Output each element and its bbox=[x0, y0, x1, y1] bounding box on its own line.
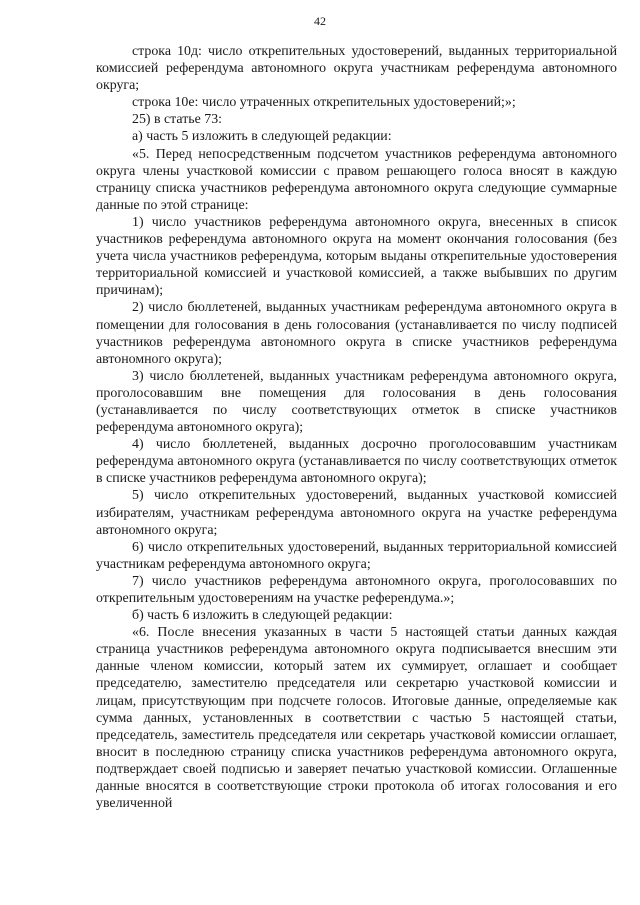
page-number: 42 bbox=[314, 14, 326, 28]
paragraph-part-6-intro: б) часть 6 изложить в следующей редакции: bbox=[132, 608, 393, 624]
document-body bbox=[96, 43, 617, 812]
list-item-5: 5) число открепительных удостоверений, выданных участковой комиссией избирателям, участникам референдума автономного округа на участке референдума автономного округа; bbox=[96, 488, 617, 538]
paragraph-part-5-intro: а) часть 5 изложить в следующей редакции: bbox=[132, 129, 392, 145]
list-item-7: 7) число участников референдума автономного округа, проголосовавших по открепительным удостоверениям на участке референдума.»; bbox=[96, 573, 617, 606]
list-item-1: 1) число участников референдума автономного округа, внесенных в список участников референдума автономного округа на момент окончания голосования (без учета числа участников референдума, которым выданы открепительные удостоверения территориальной комиссией и участковой комиссией, а также выбывших по другим причинам); bbox=[96, 214, 617, 299]
list-item-6: 6) число открепительных удостоверений, выданных территориальной комиссией участникам референдума автономного округа; bbox=[96, 539, 617, 572]
paragraph-article-73: 25) в статье 73: bbox=[132, 112, 223, 128]
paragraph-line-10d: строка 10д: число открепительных удостоверений, выданных территориальной комиссией референдума автономного округа участникам референдума автономного округа; bbox=[96, 44, 617, 94]
paragraph-part-5-text: «5. Перед непосредственным подсчетом участников референдума автономного округа члены участковой комиссии с правом решающего голоса вносят в каждую страницу списка участников референдума автономного округа следующие суммарные данные по этой странице: bbox=[96, 146, 617, 213]
paragraph-part-6-text: «6. После внесения указанных в части 5 настоящей статьи данных каждая страница участников референдума автономного округа подписывается внесшим эти данные членом комиссии, который затем их суммирует, оглашает и сообщает председателю, заместителю председателя или секретарю участковой комиссии и лицам, присутствующим при подсчете голосов. Итоговые данные, определяемые как сумма данных, установленных в соответствии с частью 5 настоящей статьи, председатель, заместитель председателя или секретарь участковой комиссии оглашает, вносит в последнюю страницу списка участников референдума автономного округа, подтверждает своей подписью и заверяет печатью участковой комиссии. Оглашенные данные вносятся в соответствующие строки протокола об итогах голосования и его увеличенной bbox=[96, 625, 617, 812]
paragraph-line-10e: строка 10е: число утраченных открепительных удостоверений;»; bbox=[132, 95, 516, 111]
list-item-3: 3) число бюллетеней, выданных участникам референдума автономного округа, проголосовавшим вне помещения для голосования в день голосования (устанавливается по числу соответствующих отметок в списке участников референдума автономного округа); bbox=[96, 368, 617, 436]
list-item-2: 2) число бюллетеней, выданных участникам референдума автономного округа в помещении для голосования в день голосования (устанавливается по числу подписей участников референдума автономного округа в списке участников референдума автономного округа); bbox=[96, 300, 617, 367]
list-item-4: 4) число бюллетеней, выданных досрочно проголосовавшим участникам референдума автономного округа (устанавливается по числу соответствующих отметок в списке участников референдума автономного округа); bbox=[96, 437, 617, 487]
